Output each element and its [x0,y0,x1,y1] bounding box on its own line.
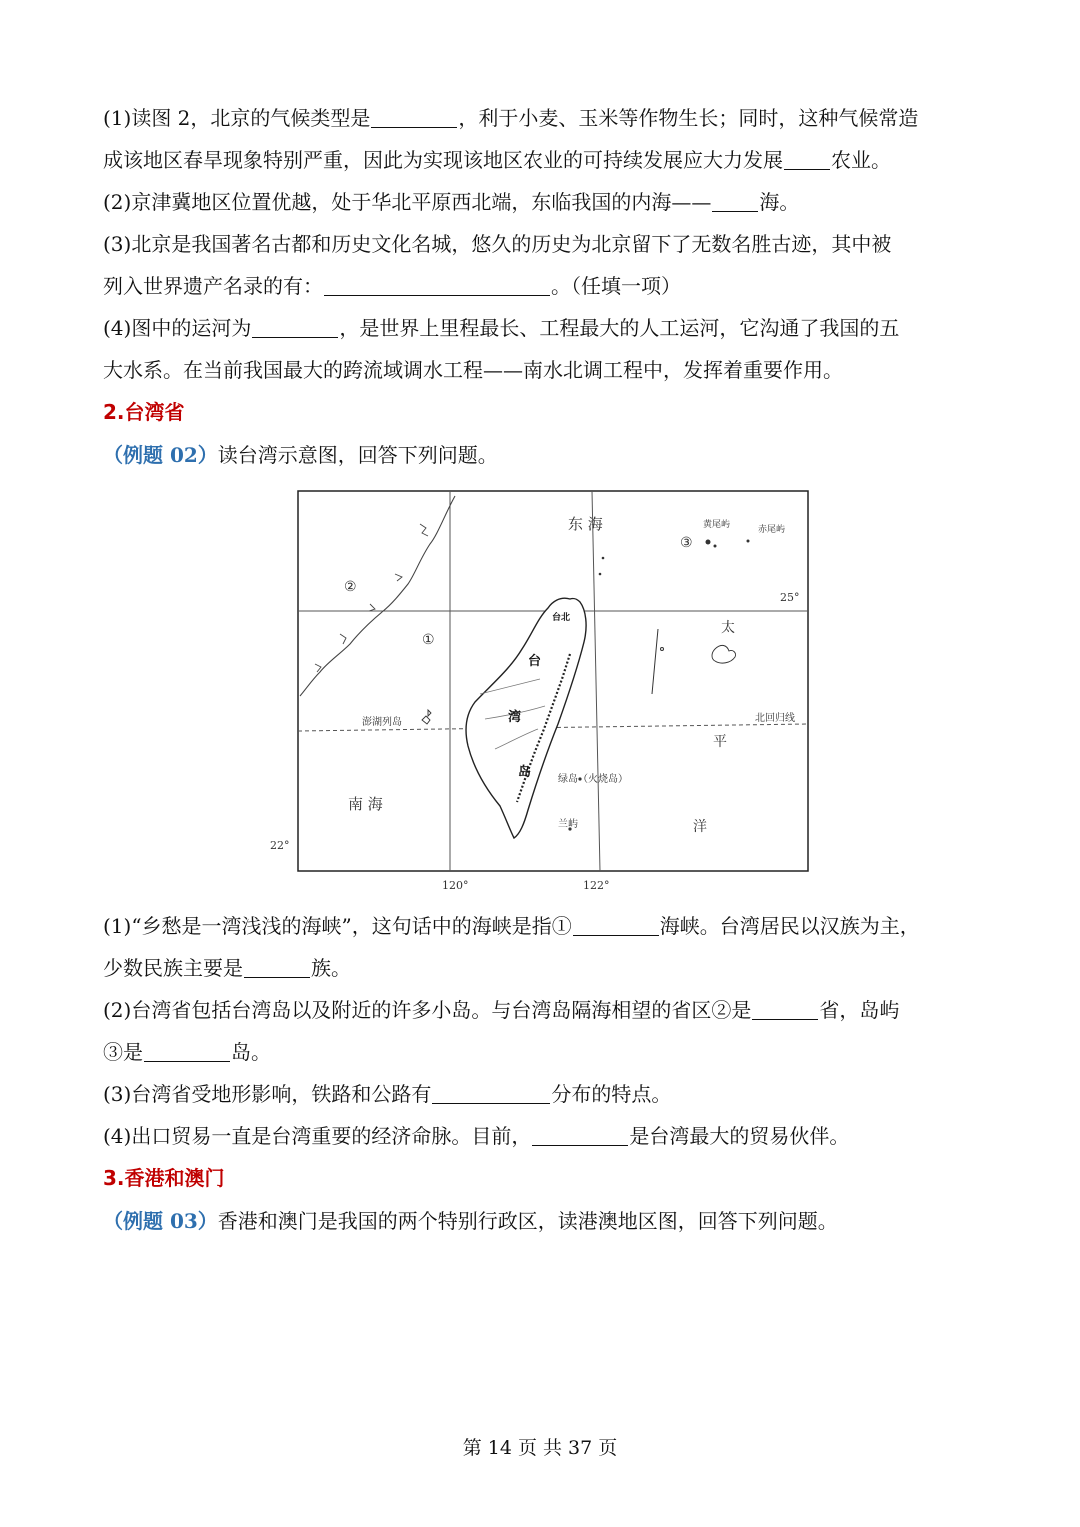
example-tag: （例题 03） [103,1209,218,1233]
text: ③是 [103,1040,143,1064]
mainland-coastline [300,496,455,696]
label-lanyu: 兰屿 [558,819,578,830]
text: ，是世界上里程最长、工程最大的人工运河，它沟通了我国的五 [339,316,900,340]
label-east-sea: 东 海 [568,515,603,533]
text: 少数民族主要是 [103,956,243,980]
question-1-line-1 [103,103,918,133]
text: 海。 [759,190,800,214]
label-dao-char: 岛 [518,765,532,780]
text: (2)京津冀地区位置优越，处于华北平原西北端，东临我国的内海—— [103,190,712,214]
label-lat-22: 22° [270,839,290,852]
example-03-prompt [103,1206,838,1236]
text: 成该地区春旱现象特别严重，因此为实现该地区农业的可持续发展应大力发展 [103,148,783,172]
page-footer: 第 14 页 共 37 页 [462,1437,618,1459]
label-south-sea: 南 海 [348,795,383,813]
answer-blank[interactable] [144,1041,230,1062]
islet [602,557,605,560]
text: (4)图中的运河为 [103,316,252,340]
chiwei-islet [747,540,750,543]
text: 海峡。台湾居民以汉族为主， [659,914,920,938]
label-lon-120: 120° [442,879,469,892]
answer-blank[interactable] [371,107,457,128]
question-3-line-1 [103,229,891,259]
text: (4)出口贸易一直是台湾重要的经济命脉。目前， [103,1124,532,1148]
taiwan-island [466,598,586,838]
text: 是台湾最大的贸易伙伴。 [629,1124,850,1148]
text: 分布的特点。 [551,1082,672,1106]
longitude-122-line [592,491,600,871]
example-02-prompt [103,440,498,470]
answer-blank[interactable] [712,191,758,212]
question-3-line-2 [103,271,681,301]
question-4-line-2 [103,355,843,385]
ryukyu-island [652,629,658,694]
label-tai: 太 [721,620,735,636]
text: 岛。 [231,1040,271,1064]
answer-blank[interactable] [532,1125,628,1146]
label-yang: 洋 [693,819,707,835]
text: 农业。 [831,148,891,172]
penghu-islands [422,710,431,724]
answer-blank[interactable] [784,149,830,170]
tw-question-4 [103,1121,849,1151]
taiwan-map [270,484,815,894]
answer-blank[interactable] [432,1083,550,1104]
text: (3)北京是我国著名古都和历史文化名城，悠久的历史为北京留下了无数名胜古迹，其中被 [103,232,892,256]
label-penghu: 澎湖列岛 [362,717,402,728]
text: 。（任填一项） [551,274,681,298]
diaoyu-islet [714,545,717,548]
text: (2)台湾省包括台湾岛以及附近的许多小岛。与台湾岛隔海相望的省区②是 [103,998,752,1022]
label-lat-25: 25° [780,591,800,604]
label-chiwei: 赤尾屿 [758,525,786,535]
tw-question-2-line-1 [103,995,899,1025]
answer-blank[interactable] [573,915,659,936]
answer-blank[interactable] [252,317,338,338]
yonaguni-island [712,645,736,663]
label-tai-char: 台 [528,654,542,669]
text: (3)台湾省受地形影响，铁路和公路有 [103,1082,432,1106]
answer-blank[interactable] [324,275,550,296]
label-tropic: 北回归线 [755,713,795,724]
answer-blank[interactable] [244,957,310,978]
label-ping: 平 [713,734,727,750]
tw-question-1-line-2 [103,953,351,983]
text: ，利于小麦、玉米等作物生长；同时，这种气候常造 [458,106,919,130]
question-2-line-1 [103,187,799,217]
question-4-line-1 [103,313,899,343]
label-wan-char: 湾 [508,710,522,725]
section-2-heading: 2.台湾省 [103,400,185,424]
text: 省，岛屿 [819,998,900,1022]
example-tag: （例题 02） [103,443,218,467]
answer-blank[interactable] [752,999,818,1020]
text: (1)读图 2，北京的气候类型是 [103,106,371,130]
question-1-line-2 [103,145,891,175]
text: 大水系。在当前我国最大的跨流域调水工程——南水北调工程中，发挥着重要作用。 [103,358,843,382]
islet [661,648,664,651]
label-circle-2: ② [344,579,357,595]
tw-question-1-line-1 [103,911,920,941]
text: 族。 [311,956,351,980]
example-text: 香港和澳门是我国的两个特别行政区，读港澳地区图，回答下列问题。 [217,1209,838,1233]
mainland-coast-detail [315,524,428,672]
text: (1)“乡愁是一湾浅浅的海峡”，这句话中的海峡是指① [103,914,572,938]
section-3-heading: 3.香港和澳门 [103,1166,225,1190]
label-taipei: 台北 [552,613,571,623]
tw-question-2-line-2 [103,1037,271,1067]
example-text: 读台湾示意图，回答下列问题。 [217,443,498,467]
islet [599,573,602,576]
label-huangwei: 黄尾屿 [703,520,731,530]
text: 列入世界遗产名录的有： [103,274,323,298]
label-lvdao: 绿岛（火烧岛） [558,774,628,785]
label-lon-122: 122° [583,879,610,892]
diaoyu-island [706,540,711,545]
label-circle-1: ① [422,632,435,648]
tw-question-3 [103,1079,671,1109]
label-circle-3: ③ [680,535,693,551]
